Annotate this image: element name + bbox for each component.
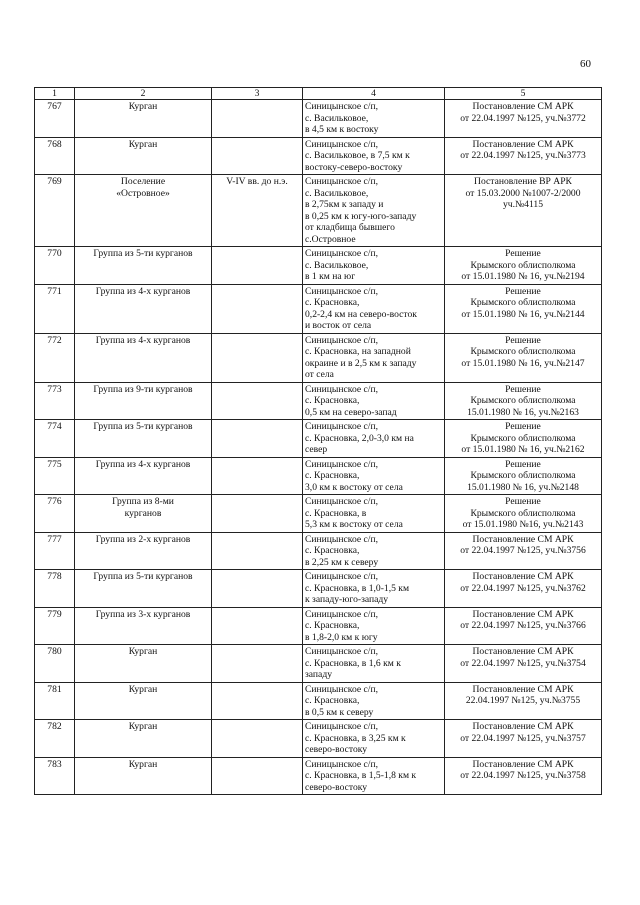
cell-line: северо-востоку bbox=[305, 744, 368, 755]
cell-line: 0,2-2,4 км на северо-восток bbox=[305, 308, 417, 320]
header-cell: 2 bbox=[75, 88, 212, 100]
cell-line: Крымского облисполкома bbox=[470, 395, 576, 406]
cell-line: Синицынское с/п, bbox=[305, 571, 378, 582]
cell-line: с. Красновка, bbox=[305, 297, 360, 308]
row-number-cell: 778 bbox=[35, 570, 75, 608]
document-cell bbox=[445, 757, 602, 795]
cell-line: с. Красновка, 2,0-3,0 км на bbox=[305, 432, 414, 444]
cell-line: Решение bbox=[505, 496, 541, 507]
object-name-cell bbox=[75, 333, 212, 382]
cell-line: западу bbox=[305, 669, 332, 680]
period-cell bbox=[212, 284, 303, 333]
location-cell bbox=[303, 137, 445, 175]
cell-line: от кладбища бывшего bbox=[305, 222, 395, 233]
table-row bbox=[35, 682, 602, 720]
table-row bbox=[35, 333, 602, 382]
cell-line: от 22.04.1997 №125, уч.№3762 bbox=[460, 582, 586, 594]
table-row bbox=[35, 382, 602, 420]
location-cell bbox=[303, 495, 445, 533]
cell-line: с.Островное bbox=[305, 233, 356, 245]
cell-line: Синицынское с/п, bbox=[305, 138, 378, 150]
header-cell: 4 bbox=[303, 88, 445, 100]
row-number-cell: 783 bbox=[35, 757, 75, 795]
document-cell bbox=[445, 420, 602, 458]
cell-line: с. Красновка, на западной bbox=[305, 346, 411, 357]
table-row bbox=[35, 607, 602, 645]
cell-line: Постановление СМ АРК bbox=[472, 101, 574, 112]
cell-line: от 22.04.1997 №125, уч.№3754 bbox=[460, 657, 586, 669]
table-row bbox=[35, 532, 602, 570]
cell-line: курганов bbox=[124, 507, 162, 519]
row-number-cell: 773 bbox=[35, 382, 75, 420]
object-name-cell bbox=[75, 175, 212, 247]
cell-line: 5,3 км к востоку от села bbox=[305, 519, 403, 530]
cell-line: Группа из 4-х курганов bbox=[95, 285, 191, 297]
cell-line: с. Васильковое, bbox=[305, 187, 369, 199]
row-number-cell: 771 bbox=[35, 284, 75, 333]
row-number-cell: 770 bbox=[35, 247, 75, 285]
cell-line: Крымского облисполкома bbox=[470, 259, 576, 271]
period-cell bbox=[212, 100, 303, 138]
cell-line: от 22.04.1997 №125, уч.№3772 bbox=[460, 112, 586, 124]
period-cell bbox=[212, 532, 303, 570]
period-cell bbox=[212, 682, 303, 720]
object-name-cell bbox=[75, 137, 212, 175]
row-number-cell: 772 bbox=[35, 333, 75, 382]
object-name-cell bbox=[75, 457, 212, 495]
row-number-cell: 779 bbox=[35, 607, 75, 645]
row-number-cell: 782 bbox=[35, 720, 75, 758]
object-name-cell bbox=[75, 284, 212, 333]
cell-line: Курган bbox=[128, 138, 158, 150]
object-name-cell bbox=[75, 420, 212, 458]
object-name-cell bbox=[75, 757, 212, 795]
object-name-cell bbox=[75, 382, 212, 420]
cell-line: с. Красновка, bbox=[305, 545, 360, 556]
cell-line: от 22.04.1997 №125, уч.№3773 bbox=[460, 150, 586, 161]
period-cell bbox=[212, 495, 303, 533]
row-number-cell: 775 bbox=[35, 457, 75, 495]
table-row bbox=[35, 420, 602, 458]
cell-line: север bbox=[305, 444, 328, 455]
cell-line: Поселение bbox=[120, 176, 166, 187]
location-cell bbox=[303, 720, 445, 758]
cell-line: в 1 км на юг bbox=[305, 271, 356, 282]
cell-line: в 4,5 км к востоку bbox=[305, 124, 379, 135]
table-row bbox=[35, 495, 602, 533]
object-name-cell bbox=[75, 532, 212, 570]
document-cell bbox=[445, 137, 602, 175]
period-cell bbox=[212, 333, 303, 382]
document-cell bbox=[445, 570, 602, 608]
cell-line: Синицынское с/п, bbox=[305, 176, 378, 187]
location-cell bbox=[303, 532, 445, 570]
cell-line: Постановление СМ АРК bbox=[472, 646, 574, 657]
table-row bbox=[35, 645, 602, 683]
cell-line: с. Красновка, в 1,6 км к bbox=[305, 657, 401, 669]
cell-line: Решение bbox=[505, 285, 541, 297]
cell-line: 22.04.1997 №125, уч.№3755 bbox=[465, 695, 581, 706]
period-cell bbox=[212, 457, 303, 495]
document-cell bbox=[445, 382, 602, 420]
row-number-cell: 777 bbox=[35, 532, 75, 570]
cell-line: востоку-северо-востоку bbox=[305, 161, 403, 173]
cell-line: Постановление СМ АРК bbox=[472, 721, 574, 732]
cell-line: Синицынское с/п, bbox=[305, 533, 378, 545]
document-cell bbox=[445, 100, 602, 138]
cell-line: окраине и в 2,5 км к западу bbox=[305, 357, 417, 369]
cell-line: Синицынское с/п, bbox=[305, 683, 378, 695]
cell-line: Постановление ВР АРК bbox=[474, 176, 572, 187]
cell-line: уч.№4115 bbox=[502, 199, 543, 210]
document-cell bbox=[445, 457, 602, 495]
row-number-cell: 780 bbox=[35, 645, 75, 683]
table-row bbox=[35, 247, 602, 285]
location-cell bbox=[303, 175, 445, 247]
cell-line: Синицынское с/п, bbox=[305, 608, 378, 620]
cell-line: от 15.03.2000 №1007-2/2000 bbox=[465, 187, 581, 199]
object-name-cell bbox=[75, 100, 212, 138]
location-cell bbox=[303, 757, 445, 795]
cell-line: Крымского облисполкома bbox=[470, 297, 576, 308]
cell-line: в 0,5 км к северу bbox=[305, 706, 374, 718]
header-cell: 3 bbox=[212, 88, 303, 100]
table-row bbox=[35, 137, 602, 175]
cell-line: с. Красновка, в bbox=[305, 507, 367, 519]
cell-line: с. Красновка, bbox=[305, 470, 360, 481]
cell-line: Курган bbox=[128, 646, 158, 657]
period-cell bbox=[212, 137, 303, 175]
cell-line: с. Васильковое, bbox=[305, 112, 369, 124]
object-name-cell bbox=[75, 570, 212, 608]
cell-line: от 22.04.1997 №125, уч.№3756 bbox=[460, 545, 586, 556]
cell-line: с. Васильковое, в 7,5 км к bbox=[305, 150, 410, 161]
row-number-cell: 767 bbox=[35, 100, 75, 138]
cell-line: северо-востоку bbox=[305, 781, 368, 793]
cell-line: Синицынское с/п, bbox=[305, 248, 378, 259]
location-cell bbox=[303, 382, 445, 420]
document-cell bbox=[445, 532, 602, 570]
cell-line: с. Красновка, bbox=[305, 620, 360, 631]
cell-line: и восток от села bbox=[305, 320, 372, 331]
cell-line: Решение bbox=[505, 421, 541, 432]
cell-line: от 15.01.1980 № 16, уч.№2194 bbox=[461, 271, 585, 282]
cell-line: Решение bbox=[505, 334, 541, 346]
cell-line: Курган bbox=[128, 758, 158, 770]
cell-line: Курган bbox=[128, 683, 158, 695]
cell-line: Постановление СМ АРК bbox=[472, 138, 574, 150]
cell-line: с. Красновка, bbox=[305, 395, 360, 406]
period-cell bbox=[212, 570, 303, 608]
cell-line: Синицынское с/п, bbox=[305, 383, 378, 395]
cell-line: от 22.04.1997 №125, уч.№3757 bbox=[460, 732, 586, 744]
document-cell bbox=[445, 333, 602, 382]
location-cell bbox=[303, 420, 445, 458]
table-row bbox=[35, 284, 602, 333]
cell-line: к западу-юго-западу bbox=[305, 594, 389, 605]
monuments-table bbox=[34, 87, 602, 795]
cell-line: Постановление СМ АРК bbox=[472, 758, 574, 770]
document-cell bbox=[445, 175, 602, 247]
cell-line: Синицынское с/п, bbox=[305, 458, 378, 470]
cell-line: Группа из 4-х курганов bbox=[95, 334, 191, 346]
cell-line: V-IV вв. до н.э. bbox=[226, 176, 288, 187]
cell-line: 0,5 км на северо-запад bbox=[305, 406, 397, 418]
document-cell bbox=[445, 607, 602, 645]
page-number: 60 bbox=[580, 58, 591, 70]
document-cell bbox=[445, 645, 602, 683]
cell-line: Постановление СМ АРК bbox=[472, 608, 574, 620]
cell-line: Крымского облисполкома bbox=[470, 507, 576, 519]
row-number-cell: 774 bbox=[35, 420, 75, 458]
period-cell bbox=[212, 247, 303, 285]
document-cell bbox=[445, 247, 602, 285]
cell-line: от села bbox=[305, 369, 334, 380]
table-row bbox=[35, 175, 602, 247]
cell-line: Группа из 4-х курганов bbox=[95, 458, 191, 470]
cell-line: Крымского облисполкома bbox=[470, 346, 576, 357]
table-row bbox=[35, 457, 602, 495]
table-row bbox=[35, 757, 602, 795]
cell-line: 15.01.1980 № 16, уч.№2148 bbox=[467, 481, 579, 493]
cell-line: с. Красновка, bbox=[305, 695, 360, 706]
cell-line: Синицынское с/п, bbox=[305, 285, 378, 297]
object-name-cell bbox=[75, 607, 212, 645]
location-cell bbox=[303, 570, 445, 608]
header-cell: 1 bbox=[35, 88, 75, 100]
cell-line: Синицынское с/п, bbox=[305, 421, 378, 432]
cell-line: Синицынское с/п, bbox=[305, 758, 378, 770]
period-cell bbox=[212, 720, 303, 758]
cell-line: с. Васильковое, bbox=[305, 259, 369, 271]
location-cell bbox=[303, 247, 445, 285]
cell-line: Курган bbox=[128, 721, 158, 732]
cell-line: Группа из 5-ти курганов bbox=[93, 571, 193, 582]
period-cell bbox=[212, 175, 303, 247]
cell-line: от 22.04.1997 №125, уч.№3766 bbox=[460, 620, 586, 631]
cell-line: Курган bbox=[128, 101, 158, 112]
cell-line: от 15.01.1980 № 16, уч.№2144 bbox=[461, 308, 585, 320]
cell-line: в 1,8-2,0 км к югу bbox=[305, 631, 378, 643]
cell-line: от 15.01.1980 № 16, уч.№2162 bbox=[461, 444, 585, 455]
cell-line: Синицынское с/п, bbox=[305, 646, 378, 657]
cell-line: Крымского облисполкома bbox=[470, 432, 576, 444]
cell-line: Решение bbox=[505, 248, 541, 259]
document-cell bbox=[445, 495, 602, 533]
cell-line: Синицынское с/п, bbox=[305, 496, 378, 507]
cell-line: Синицынское с/п, bbox=[305, 334, 378, 346]
table-row bbox=[35, 570, 602, 608]
document-cell bbox=[445, 284, 602, 333]
cell-line: Группа из 3-х курганов bbox=[95, 608, 191, 620]
cell-line: Группа из 9-ти курганов bbox=[93, 383, 193, 395]
cell-line: Группа из 5-ти курганов bbox=[93, 421, 193, 432]
cell-line: с. Красновка, в 3,25 км к bbox=[305, 732, 406, 744]
cell-line: с. Красновка, в 1,0-1,5 км bbox=[305, 582, 410, 594]
location-cell bbox=[303, 645, 445, 683]
cell-line: 3,0 км к востоку от села bbox=[305, 481, 403, 493]
document-cell bbox=[445, 720, 602, 758]
period-cell bbox=[212, 420, 303, 458]
cell-line: Крымского облисполкома bbox=[470, 470, 576, 481]
location-cell bbox=[303, 682, 445, 720]
object-name-cell bbox=[75, 645, 212, 683]
period-cell bbox=[212, 645, 303, 683]
period-cell bbox=[212, 607, 303, 645]
cell-line: Решение bbox=[505, 383, 541, 395]
cell-line: в 2,25 км к северу bbox=[305, 556, 379, 568]
location-cell bbox=[303, 457, 445, 495]
cell-line: 15.01.1980 № 16, уч.№2163 bbox=[467, 406, 579, 418]
cell-line: от 15.01.1980 № 16, уч.№2147 bbox=[461, 357, 585, 369]
cell-line: Группа из 5-ти курганов bbox=[93, 248, 193, 259]
row-number-cell: 776 bbox=[35, 495, 75, 533]
cell-line: Решение bbox=[505, 458, 541, 470]
cell-line: «Островное» bbox=[116, 187, 170, 199]
cell-line: Группа из 2-х курганов bbox=[95, 533, 191, 545]
cell-line: Постановление СМ АРК bbox=[472, 533, 574, 545]
table-row bbox=[35, 100, 602, 138]
cell-line: Постановление СМ АРК bbox=[472, 571, 574, 582]
cell-line: Синицынское с/п, bbox=[305, 721, 378, 732]
object-name-cell bbox=[75, 495, 212, 533]
period-cell bbox=[212, 382, 303, 420]
cell-line: Группа из 8-ми bbox=[112, 496, 174, 507]
location-cell bbox=[303, 100, 445, 138]
object-name-cell bbox=[75, 682, 212, 720]
row-number-cell: 768 bbox=[35, 137, 75, 175]
location-cell bbox=[303, 607, 445, 645]
cell-line: Постановление СМ АРК bbox=[472, 683, 574, 695]
cell-line: Синицынское с/п, bbox=[305, 101, 378, 112]
period-cell bbox=[212, 757, 303, 795]
table-header-row bbox=[35, 88, 602, 100]
row-number-cell: 781 bbox=[35, 682, 75, 720]
document-cell bbox=[445, 682, 602, 720]
location-cell bbox=[303, 333, 445, 382]
cell-line: в 0,25 км к югу-юго-западу bbox=[305, 210, 417, 222]
object-name-cell bbox=[75, 720, 212, 758]
cell-line: от 22.04.1997 №125, уч.№3758 bbox=[460, 770, 586, 781]
object-name-cell bbox=[75, 247, 212, 285]
header-cell: 5 bbox=[445, 88, 602, 100]
cell-line: в 2,75км к западу и bbox=[305, 199, 384, 210]
cell-line: от 15.01.1980 №16, уч.№2143 bbox=[462, 519, 584, 530]
location-cell bbox=[303, 284, 445, 333]
cell-line: с. Красновка, в 1,5-1,8 км к bbox=[305, 770, 417, 781]
table-row bbox=[35, 720, 602, 758]
row-number-cell: 769 bbox=[35, 175, 75, 247]
